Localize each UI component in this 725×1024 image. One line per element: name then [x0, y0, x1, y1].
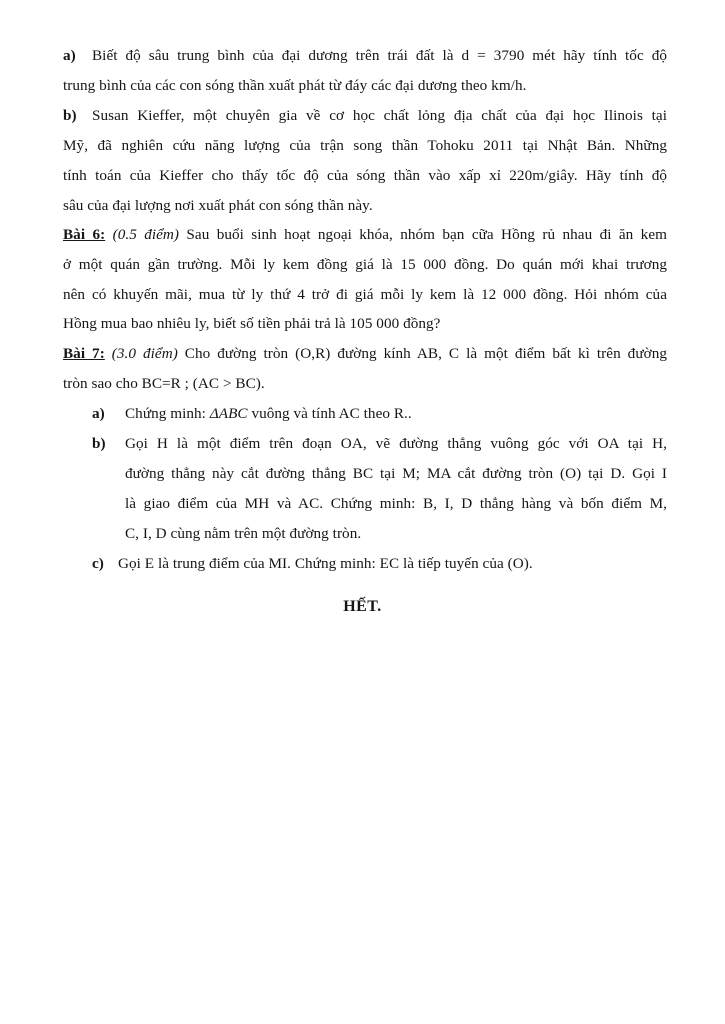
- q7-line2: tròn sao cho BC=R ; (AC > BC).: [63, 375, 265, 392]
- q6-line1-text: Sau buổi sinh hoạt ngoại khóa, nhóm bạn cữa Hồng rủ nhau đi ăn kem: [186, 226, 667, 243]
- q7-title: Bài 7:: [63, 345, 105, 362]
- q6-points: (0.5 điểm): [112, 226, 180, 243]
- q7-b-label: b): [92, 435, 106, 452]
- q7-b-line4: C, I, D cùng nằm trên một đường tròn.: [125, 525, 362, 542]
- q7-a-text-pre: Chứng minh:: [125, 405, 210, 422]
- q7-a-text: [125, 404, 412, 424]
- q5-a-label: a): [63, 47, 76, 64]
- q7-points: (3.0 điểm): [111, 345, 178, 362]
- q5-a-line2: trung bình của các con sóng thần xuất phát từ đáy các đại dương theo km/h.: [63, 77, 527, 94]
- q7-line1: [63, 344, 667, 364]
- q7-b-line2: đường thẳng này cắt đường thẳng BC tại M; MA cắt đường tròn (O) tại D. Gọi I: [125, 465, 667, 482]
- q7-line1-text: Cho đường tròn (O,R) đường kính AB, C là một điểm bất kì trên đường: [184, 345, 667, 362]
- q6-line3: nên có khuyến mãi, mua từ ly thứ 4 trở đi giá mỗi ly kem là 12 000 đồng. Hỏi nhóm của: [63, 286, 667, 303]
- q7-c-label: c): [92, 555, 104, 572]
- q7-b-line3: là giao điểm của MH và AC. Chứng minh: B, I, D thẳng hàng và bốn điểm M,: [125, 495, 667, 512]
- q6-line4: Hồng mua bao nhiêu ly, biết số tiền phải trả là 105 000 đồng?: [63, 315, 441, 332]
- end-mark: HẾT.: [343, 598, 382, 615]
- q6-title: Bài 6:: [63, 226, 106, 243]
- q7-a-label: a): [92, 405, 105, 422]
- q7-a-math: ΔABC: [209, 405, 248, 422]
- q7-b-line1: Gọi H là một điểm trên đoạn OA, vẽ đường thẳng vuông góc với OA tại H,: [125, 435, 667, 452]
- q7-c-text: Gọi E là trung điểm của MI. Chứng minh: EC là tiếp tuyến của (O).: [118, 555, 533, 572]
- q5-a-line1: Biết độ sâu trung bình của đại dương trên trái đất là d = 3790 mét hãy tính tốc độ: [92, 47, 667, 64]
- q5-b-line2: Mỹ, đã nghiên cứu năng lượng của trận song thần Tohoku 2011 tại Nhật Bản. Những: [63, 137, 667, 154]
- q6-line1: [63, 225, 667, 245]
- q5-b-line3: tính toán của Kieffer cho thấy tốc độ của sóng thần vào xấp xỉ 220m/giây. Hãy tính độ: [63, 167, 667, 184]
- q6-line2: ở một quán gần trường. Mỗi ly kem đồng giá là 15 000 đồng. Do quán mới khai trương: [63, 256, 667, 273]
- q5-b-line1: Susan Kieffer, một chuyên gia về cơ học chất lỏng địa chất của đại học Ilinois tại: [92, 107, 667, 124]
- q5-b-line4: sâu của đại lượng nơi xuất phát con sóng thần này.: [63, 197, 373, 214]
- q5-b-label: b): [63, 107, 77, 124]
- q7-a-text-post: vuông và tính AC theo R..: [247, 405, 412, 422]
